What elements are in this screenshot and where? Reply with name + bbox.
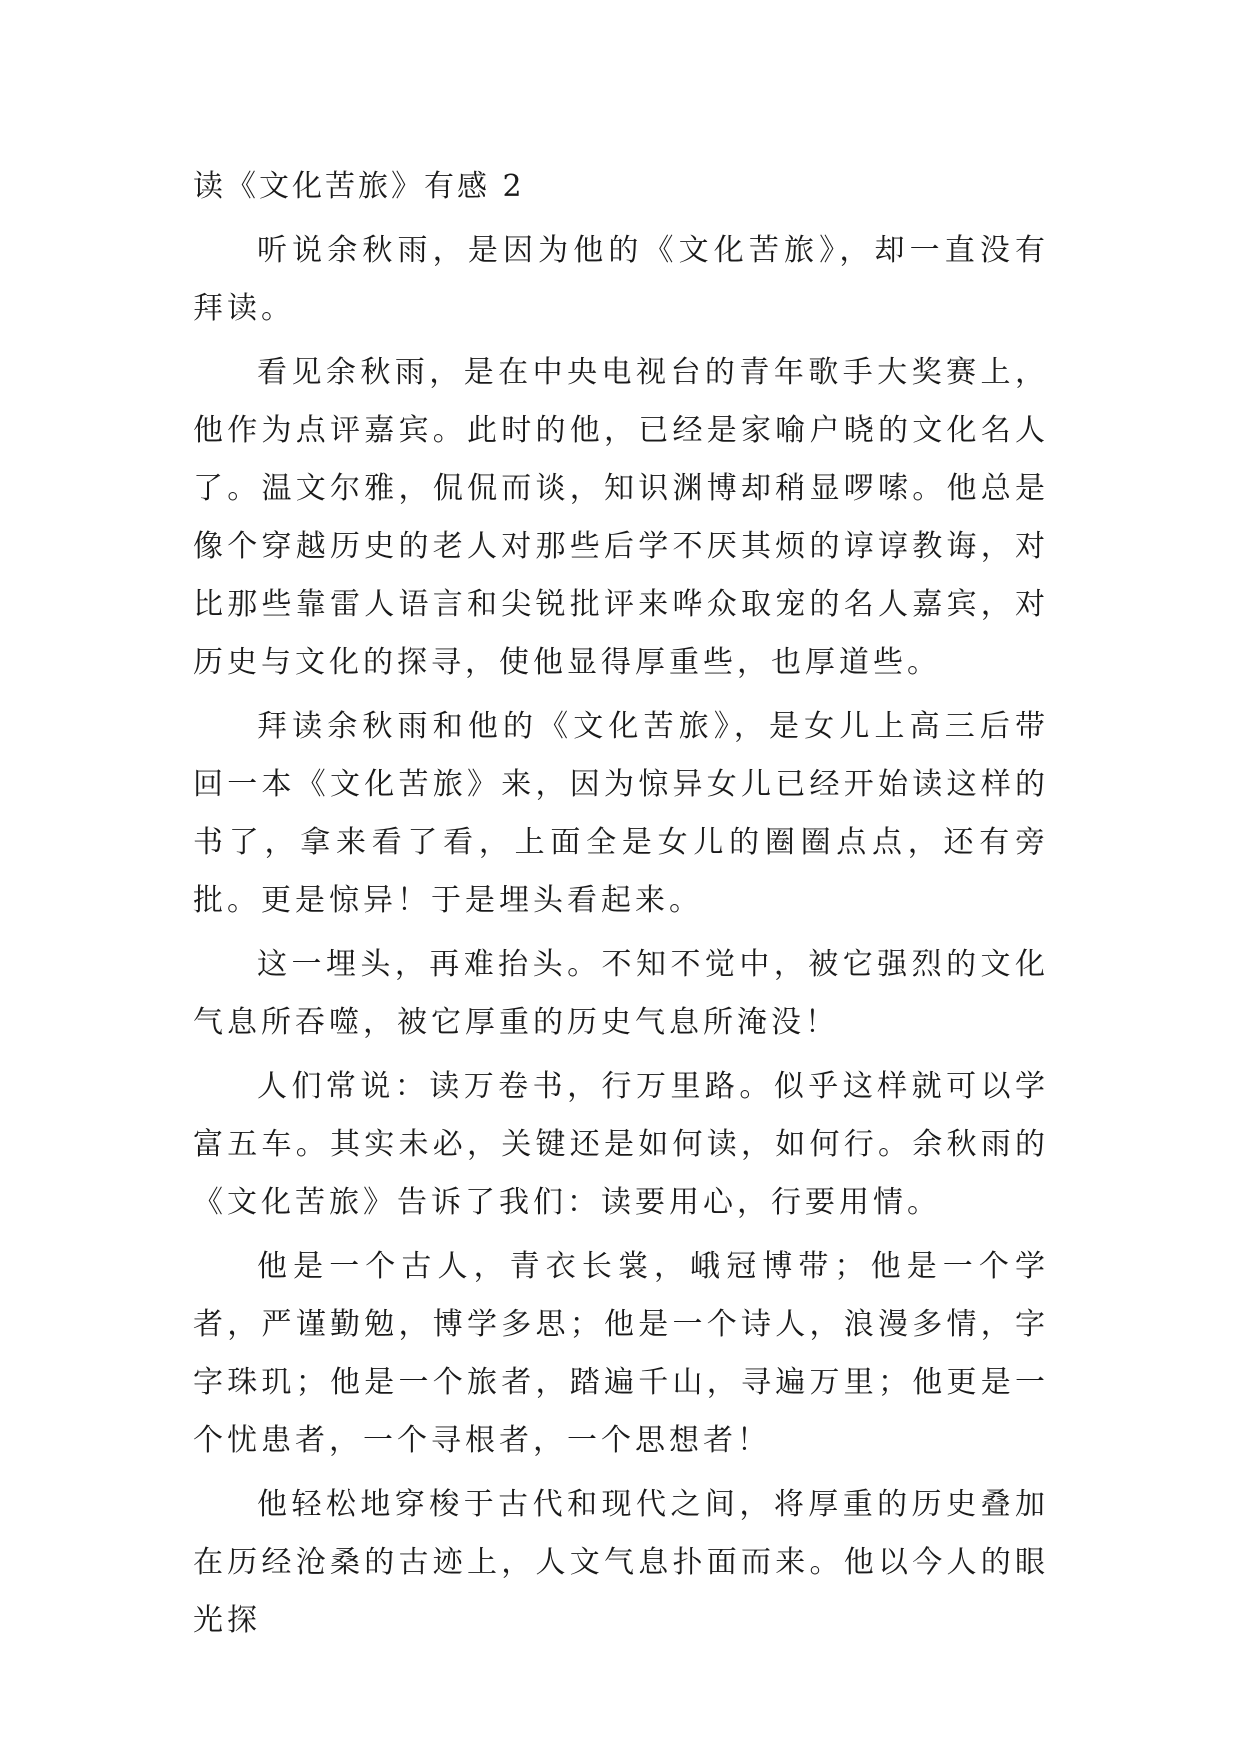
paragraph-3: 拜读余秋雨和他的《文化苦旅》，是女儿上高三后带回一本《文化苦旅》来，因为惊异女儿已经开始读这样的书了，拿来看了看，上面全是女儿的圈圈点点，还有旁批。更是惊异！于是埋头看起来。: [193, 709, 1049, 918]
document-title: 读《文化苦旅》有感 2: [193, 169, 525, 204]
document-body: [193, 222, 1049, 1656]
paragraph-5: 人们常说：读万卷书，行万里路。似乎这样就可以学富五车。其实未必，关键还是如何读，如何行。余秋雨的《文化苦旅》告诉了我们：读要用心，行要用情。: [193, 1069, 1049, 1220]
paragraph-2: 看见余秋雨，是在中央电视台的青年歌手大奖赛上，他作为点评嘉宾。此时的他，已经是家喻户晓的文化名人了。温文尔雅，侃侃而谈，知识渊博却稍显啰嗦。他总是像个穿越历史的老人对那些后学不厌其烦的谆谆教诲，对比那些靠雷人语言和尖锐批评来哗众取宠的名人嘉宾，对历史与文化的探寻，使他显得厚重些，也厚道些。: [193, 355, 1049, 680]
paragraph-6: 他是一个古人，青衣长裳，峨冠博带；他是一个学者，严谨勤勉，博学多思；他是一个诗人，浪漫多情，字字珠玑；他是一个旅者，踏遍千山，寻遍万里；他更是一个忧患者，一个寻根者，一个思想者！: [193, 1249, 1049, 1458]
paragraph-4: 这一埋头，再难抬头。不知不觉中，被它强烈的文化气息所吞噬，被它厚重的历史气息所淹没！: [193, 947, 1049, 1040]
paragraph-1: 听说余秋雨，是因为他的《文化苦旅》，却一直没有拜读。: [193, 233, 1049, 326]
paragraph-7: 他轻松地穿梭于古代和现代之间，将厚重的历史叠加在历经沧桑的古迹上，人文气息扑面而来。他以今人的眼光探: [193, 1487, 1049, 1638]
